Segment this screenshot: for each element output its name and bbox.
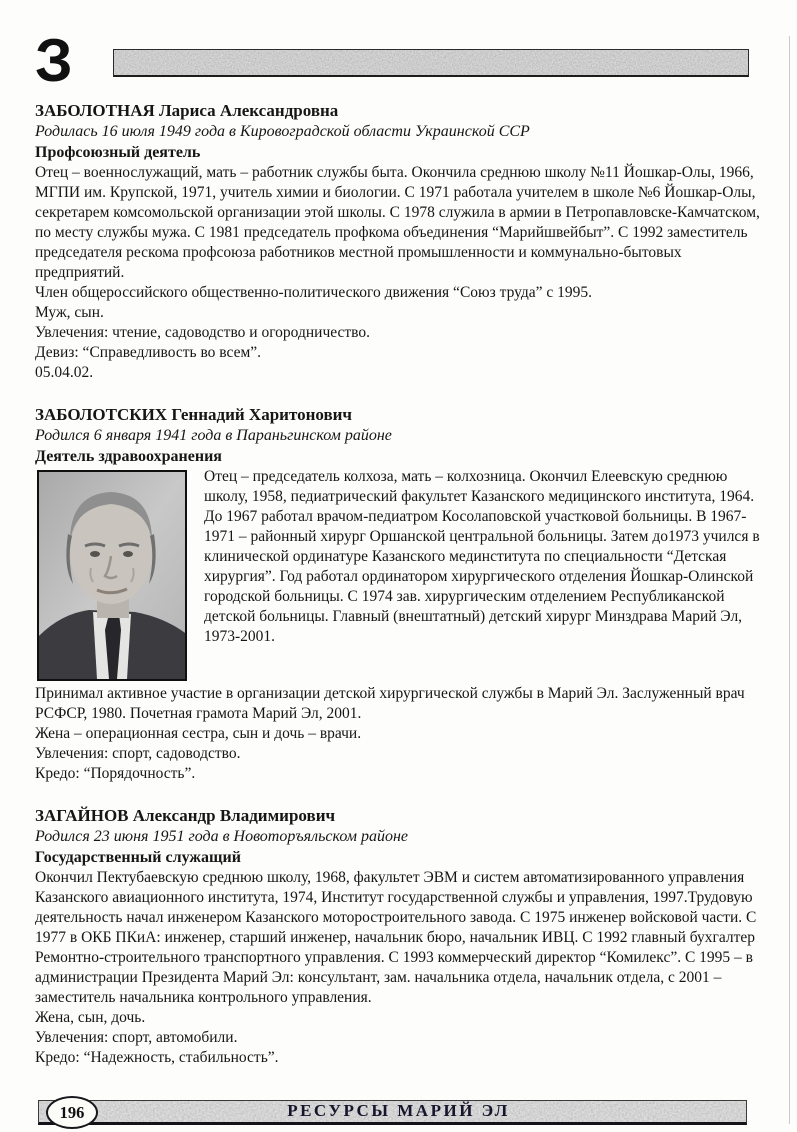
- section-header: [35, 27, 770, 100]
- footer-series-title: РЕСУРСЫ МАРИЙ ЭЛ: [287, 1101, 510, 1120]
- entry-birth-line: Родилась 16 июля 1949 года в Кировоградской области Украинской ССР: [35, 123, 530, 140]
- entry-birth-line: Родился 23 июня 1951 года в Новоторъяльском районе: [35, 828, 408, 845]
- entry-achievements-line: Принимал активное участие в организации детской хирургической службы в Марий Эл. Заслуженный врач РСФСР, 1980. Почетная грамота Марий Эл, 2001.: [35, 685, 745, 722]
- entry-family-line: Жена – операционная сестра, сын и дочь – врачи.: [35, 725, 362, 742]
- entry-zagaynov: [35, 805, 770, 1068]
- noise-texture: [114, 50, 748, 75]
- entry-name: ЗАБОЛОТСКИХ Геннадий Харитонович: [35, 405, 353, 424]
- entry-credo-line: Кредо: “Порядочность”.: [35, 765, 196, 782]
- entry-biography: Окончил Пектубаевскую среднюю школу, 1968, факультет ЭВМ и систем автоматизированного управления Казанского авиационного института, 1974, Институт государственной службы и управления, 1997.Трудовую деятельность начал инженером Казанского моторостроительного завода. С 1975 инженер войсковой части. С 1977 в ОКБ ПКиА: инженер, старший инженер, начальник бюро, начальник ИВЦ. С 1992 главный бухгалтер Ремонтно-строительного транспортного управления. С 1993 коммерческий директор “Комилекс”. С 1995 – в администрации Президента Марий Эл: консультант, зам. начальника отдела, начальник отдела, с 2001 – заместитель начальника контрольного управления.: [35, 869, 757, 1006]
- entry-date-line: 05.04.02.: [35, 364, 94, 381]
- entry-hobbies-line: Увлечения: спорт, садоводство.: [35, 745, 241, 762]
- entry-role: Государственный служащий: [35, 849, 241, 866]
- entry-motto-line: Девиз: “Справедливость во всем”.: [35, 344, 262, 361]
- entry-biography: Отец – председатель колхоза, мать – колхозница. Окончил Елеевскую среднюю школу, 1958, педиатрический факультет Казанского медицинского института, 1964. До 1967 работал врачом-педиатром Косолаповской участковой больницы. В 1967-1971 – районный хирург Оршанской центральной больницы. Затем до1973 учился в клинической ординатуре Казанского мединститута по специальности “Детская хирургия”. Год работал ординатором хирургического отделения Йошкар-Олинской городской больницы. С 1974 зав. хирургическим отделением Республиканской детской больницы. Главный (внештатный) детский хирург Минздрава Марий Эл, 1973-2001.: [204, 468, 760, 645]
- entry-biography: Отец – военнослужащий, мать – работник службы быта. Окончила среднюю школу №11 Йошкар-Олы, 1966, МГПИ им. Крупской, 1971, учитель химии и биологии. С 1971 работала учителем в школе №6 Йошкар-Олы, секретарем комсомольской организации этой школы. С 1978 служила в армии в Петропавловске-Камчатском, по месту службы мужа. С 1981 председатель профкома объединения “Марийшвейбыт”. С 1992 заместитель председателя рескома профсоюза работников местной промышленности и коммунально-бытовых предприятий.: [35, 164, 760, 281]
- portrait-photo: [37, 470, 187, 681]
- entry-role: Деятель здравоохранения: [35, 448, 222, 465]
- page-footer: [30, 1098, 767, 1125]
- portrait-illustration: [39, 472, 185, 679]
- entry-family-line: Муж, сын.: [35, 304, 104, 321]
- entry-birth-line: Родился 6 января 1941 года в Параньгинском районе: [35, 427, 392, 444]
- entry-family-line: Жена, сын, дочь.: [35, 1009, 146, 1026]
- entry-hobbies-line: Увлечения: чтение, садоводство и огородничество.: [35, 324, 371, 341]
- entry-zabolotskikh: [35, 404, 770, 784]
- entry-membership-line: Член общероссийского общественно-политического движения “Союз труда” с 1995.: [35, 284, 593, 301]
- entry-credo-line: Кредо: “Надежность, стабильность”.: [35, 1049, 279, 1066]
- entry-name: ЗАГАЙНОВ Александр Владимирович: [35, 806, 336, 825]
- scan-edge-line: [789, 36, 790, 1124]
- header-decorative-bar: [113, 49, 749, 77]
- section-letter: З: [35, 27, 73, 94]
- page-number-badge: 196: [46, 1096, 98, 1129]
- entry-hobbies-line: Увлечения: спорт, автомобили.: [35, 1029, 238, 1046]
- entry-role: Профсоюзный деятель: [35, 144, 201, 161]
- entry-zabolotnaya: [35, 100, 770, 383]
- entry-name: ЗАБОЛОТНАЯ Лариса Александровна: [35, 101, 339, 120]
